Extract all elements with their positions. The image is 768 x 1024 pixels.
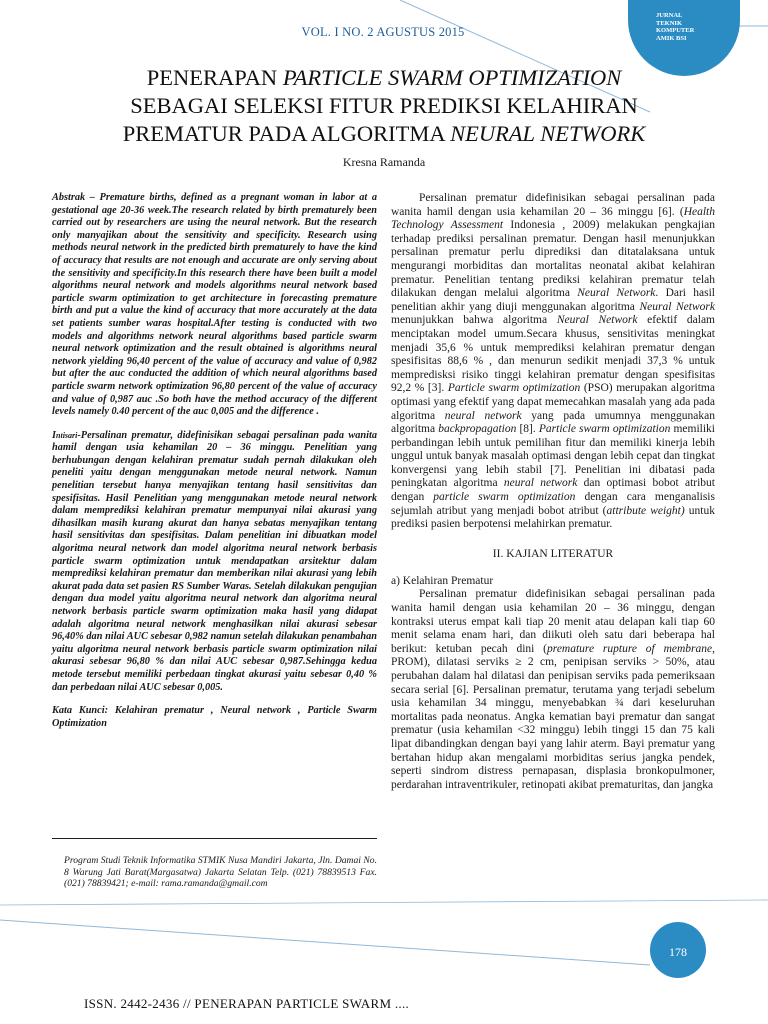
italic-term: Neural Network — [556, 314, 638, 327]
italic-term: Neural Network — [639, 300, 715, 313]
italic-term: neural network — [444, 409, 522, 422]
italic-term: neural network — [503, 477, 578, 490]
journal-badge-text: JURNAL TEKNIK KOMPUTER AMIK BSI — [656, 12, 695, 42]
text-run: yang pada umumnya menggunakan algoritma — [391, 409, 715, 436]
abstract: Abstrak – Premature births, defined as a pregnant woman in labor at a gestational age 20-36 week.The research related by birth prematurely been carried out by researchers are using the neural network. But the research only manyajikan about the sensitivity and specificity. Research using methods neural network in the predicted birth prematurely to have the kind of accuracy that results are not enough and accurate are only serving about the sensitivity and specificity.In this research there have been built a model algorithms neural network and models algorithms neural network based particle swarm optimization to get architecture in forecasting premature birth and put a value the kind of accuracy that more accurately at the data set patients sumber waras hospital.After testing is conducted with two models and algorithms network neural algorithms based particle swarm neural network optimization and the result obtained is algorithms neural network yielding 96,40 percent of the value of accuracy and value of 0,982 but after the auc conducted the addition of which neural algorithms based particle swarm network optimization 96,80 percent of the value of accuracy and value of 0,987 auc .So both have the method accuracy of the different levels namely 0.40 percent of the auc 0,005 and the difference . — [52, 192, 377, 418]
text-run: Persalinan prematur didefinisikan sebagai persalinan pada wanita hamil dengan usia kehamilan 20 – 36 minggu, dengan kontraksi uterus empat kali tiap 20 menit atau delapan kali tiap 60 menit selama enam hari, dan diikuti oleh satu dari beberapa hal berikut: ketuban pecah dini ( — [391, 588, 715, 655]
italic-term: Health Technology Assessment — [391, 205, 715, 232]
author-affiliation: Program Studi Teknik Informatika STMIK Nusa Mandiri Jakarta, Jln. Damai No. 8 Warung Jati Barat(Margasatwa) Jakarta Selatan Telp. (021) 78839513 Fax. (021) 78839421; e-mail: rama.ramanda@gmail.com — [64, 855, 377, 890]
text-run: Persalinan prematur didefinisikan sebagai persalinan pada wanita hamil dengan usia kehamilan 20 – 36 minggu [6]. ( — [391, 192, 715, 218]
text-run: efektif dalam menciptakan model umum.Secara khusus, sensitivitas meningkat menjadi 35,6 % untuk memprediksi kelahiran prematur dengan spesifisitas 88,6 % , dan menurun sedikit menjadi 37,3 % untuk mempredisksi risiko tinggi kelahiran prematur dengan spesifisitas 92,2 % [3]. — [391, 314, 716, 395]
footnote-divider — [52, 838, 377, 839]
page-number: 178 — [669, 945, 687, 959]
keywords: Kata Kunci: Kelahiran prematur , Neural network , Particle Swarm Optimization — [52, 705, 377, 729]
footer-issn: ISSN. 2442-2436 // PENERAPAN PARTICLE SWARM .... — [84, 996, 410, 1011]
paper-title — [60, 64, 708, 148]
italic-term: Particle swarm optimization — [447, 382, 581, 395]
italic-term: Particle swarm optimization — [538, 423, 671, 436]
text-run: memiliki perbandingan lebih untuk pemilihan fitur dan memiliki kinerja lebih unggul untuk banyak masalah optimasi dengan lebih cepat dan tingkat konvergensi yang lebih stabil [7]. Penelitian ini dibatasi pada peningkatan algoritma — [391, 423, 715, 490]
title-line-3: PREMATUR PADA ALGORITMA NEURAL NETWORK — [122, 121, 646, 146]
text-run: [8]. — [516, 423, 539, 436]
literature-paragraph — [391, 588, 715, 792]
italic-term: particle swarm optimization — [433, 491, 576, 504]
intisari: Intisari-Persalinan prematur, didefinisikan sebagai persalinan pada wanita hamil dengan usia kehamilan 20 – 36 minggu. Penelitian yang berhubungan dengan kelahiran prematur sudah pernah dilakukan oleh peneliti yaitu dengan menggunakan metode neural network. Namun penelitian tersebut hanya menyajikan tentang hasil sensitivitas dan spesifisitas. Hasil Penelitian yang menggunakan metode neural network dalam memprediksi kelahiran prematur mempunyai nilai akurasi yang dihasilkan masih kurang akurat dan hanya sebatas menyajikan tentang hasil sensitivitas dan spesifisitas. Dalam penelitian ini dibuatkan model algoritma neural network dan model algoritma neural network berbasis particle swarm optimization untuk mendapatkan arsitektur dalam memprediksi kelahiran prematur dan memberikan nilai akurasi yang lebih akurat pada data set pasien RS Sumber Waras. Setelah dilakukan pengujian dengan dua model yaitu algoritma neural network dan algoritma neural network berbasis particle swarm optimization maka hasil yang didapat adalah algoritma neural network menghasilkan nilai akurasi sebesar 96,40% dan nilai AUC sebesar 0,982 namun setelah dilakukan penambahan yaitu algoritma neural network berbasis particle swarm optimization nilai akurasi sebesar 96,80 % dan nilai AUC sebesar 0,987.Sehingga kedua metode tersebut memiliki perbedaan tingkat akurasi yaitu sebesar 0,40 % dan perbedaan nilai AUC sebesar 0,005. — [52, 429, 377, 693]
text-run: menunjukkan bahwa algoritma — [391, 314, 557, 327]
title-line-1: PENERAPAN PARTICLE SWARM OPTIMIZATION — [146, 65, 622, 90]
italic-term: attribute weight) — [606, 504, 685, 517]
text-run: . Dari hasil penelitian akhir yang diuji menggunakan algoritma — [391, 287, 715, 313]
subsection-heading: a) Kelahiran Prematur — [391, 574, 494, 587]
text-run: Indonesia , 2009) melakukan pengkajian terhadap prediksi persalinan prematur. Dengan hasil menunjukkan persalinan prematur perlu diprediksi dan ditatalaksana untuk mengurangi morbiditas dan mortalitas neonatal akibat kelahiran prematur. Penelitian tentang prediksi kelahiran prematur telah dilakukan dengan melalui algoritma — [391, 219, 715, 300]
text-run: untuk prediksi pasien berpotensi melahirkan prematur. — [391, 504, 716, 531]
title-line-2: SEBAGAI SELEKSI FITUR PREDIKSI KELAHIRAN — [130, 93, 638, 118]
author-name: Kresna Ramanda — [342, 155, 426, 169]
text-run: (PSO) merupakan algoritma optimasi yang efektif yang dapat memecahkan masalah yang ada pada algoritma — [391, 382, 715, 422]
italic-term: premature rupture of membrane — [547, 642, 713, 655]
italic-term: Neural Network — [577, 287, 656, 300]
left-column — [52, 192, 377, 730]
text-run: dengan cara menganalisis sejumlah atribut yang menjadi bobot atribut ( — [391, 491, 715, 517]
text-run: dan optimasi bobot atribut dengan — [391, 477, 715, 504]
italic-term: backpropagation — [438, 423, 517, 436]
intro-paragraph — [391, 192, 715, 532]
volume-header: VOL. I NO. 2 AGUSTUS 2015 — [301, 25, 465, 39]
section-heading: II. KAJIAN LITERATUR — [492, 547, 614, 560]
right-column — [391, 192, 715, 792]
text-run: , PROM), dilatasi serviks ≥ 2 cm, penipisan serviks > 50%, atau perubahan dalam hal dilatasi dan penipisan serviks pada pemeriksaan secara serial [6]. Persalinan prematur, terutama yang terjadi sebelum usia kehamilan 34 minggu, menyebabkan ¾ dari keseluruhan mortalitas pada neonatus. Angka kematian bayi prematur dan sangat prematur (usia kehamilan <32 minggu) lebih tinggi 15 dan 75 kali lipat dibandingkan dengan bayi yang lahir aterm. Bayi prematur yang bertahan hidup akan mengalami morbiditas serius jangka pendek, seperti sindrom distress pernapasan, displasia bronkopulmoner, perdarahan intraventrikuler, retinopati akibat prematuritas, dan jangka — [391, 642, 715, 791]
